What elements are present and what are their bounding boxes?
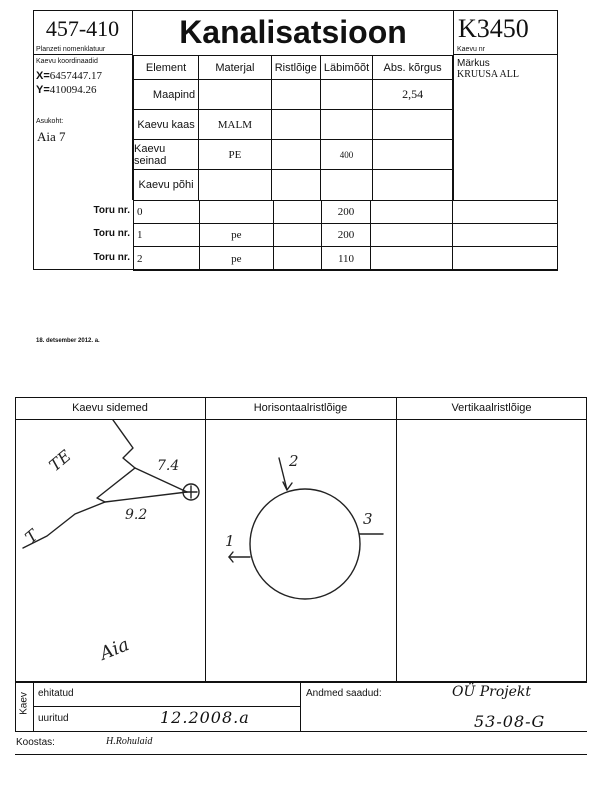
y-label: Y= — [36, 84, 50, 96]
pipe-1-number: 1 — [225, 532, 235, 550]
pipe-row — [134, 224, 558, 247]
element-cell: Kaevu kaas — [134, 110, 199, 140]
well-outline — [250, 489, 360, 599]
pipe-remark — [453, 201, 558, 224]
pipe-number: 2 — [134, 247, 200, 271]
col-elevation: Abs. kõrgus — [373, 56, 453, 80]
col-element: Element — [134, 56, 199, 80]
coords-label: Kaevu koordinaadid — [36, 58, 98, 65]
footer-end-line — [15, 754, 587, 755]
author-value: H.Rohulaid — [106, 736, 153, 747]
location-label: Asukoht: — [36, 118, 64, 125]
material-cell: PE — [199, 140, 272, 170]
data-from-label: Andmed saadud: — [306, 688, 382, 699]
pipe-elevation — [371, 224, 453, 247]
svg-text:TE: TE — [45, 446, 75, 476]
footer-left-edge — [15, 682, 16, 731]
section-cell — [271, 110, 320, 140]
table-row — [134, 170, 453, 201]
footer-top-line — [15, 682, 587, 683]
pipe-elevation — [371, 201, 453, 224]
section-cell — [271, 140, 320, 170]
pipe-label: Toru nr. — [93, 228, 130, 239]
element-cell: Kaevu põhi — [134, 170, 199, 201]
remarks-label: Märkus — [457, 58, 490, 69]
links-distance-2: 9.2 — [125, 507, 148, 523]
col-section: Ristlõige — [271, 56, 320, 80]
sketch-header-vertical: Vertikaalristlõige — [451, 402, 532, 414]
footer-mid-line — [33, 706, 300, 707]
pipe-diameter: 200 — [321, 224, 371, 247]
x-value: 6457447.17 — [49, 70, 103, 82]
remarks-value: KRUUSA ALL — [457, 69, 519, 80]
pipes-table — [133, 200, 558, 271]
material-cell: MALM — [199, 110, 272, 140]
links-distance-1: 7.4 — [157, 458, 180, 474]
pipe-number: 0 — [134, 201, 200, 224]
date-note: 18. detsember 2012. a. — [36, 338, 100, 344]
col-diameter: Läbimõõt — [320, 56, 372, 80]
diameter-cell — [320, 80, 372, 110]
svg-text:T: T — [21, 525, 42, 548]
pipe-section — [273, 201, 321, 224]
footer-side-divider — [33, 682, 34, 731]
elevation-cell: 2,54 — [373, 80, 453, 110]
pipe-material — [199, 201, 273, 224]
col-material: Materjal — [199, 56, 272, 80]
sketch-header-horizontal: Horisontaalristlõige — [253, 402, 348, 414]
horizontal-section-sketch — [205, 420, 396, 682]
x-label: X= — [36, 70, 50, 82]
pipe-elevation — [371, 247, 453, 271]
pipe-section — [273, 247, 321, 271]
well-number-box — [453, 10, 558, 55]
pipe-row — [134, 201, 558, 224]
element-cell: Kaevu seinad — [134, 140, 199, 170]
data-from-line2: 53-08-G — [474, 712, 546, 731]
elevation-cell — [373, 170, 453, 201]
pipe-material: pe — [199, 224, 273, 247]
section-cell — [271, 170, 320, 201]
table-row — [134, 140, 453, 170]
material-cell — [199, 80, 272, 110]
coords-box — [33, 55, 133, 200]
well-number-value: K3450 — [458, 14, 529, 43]
pipe-section — [273, 224, 321, 247]
footer-bottom-line — [15, 731, 587, 732]
pipe-remark — [453, 224, 558, 247]
page-title: Kanalisatsioon — [179, 14, 407, 50]
sketch-header-links: Kaevu sidemed — [72, 402, 148, 414]
remarks-box — [453, 55, 558, 200]
element-table — [133, 55, 453, 201]
elevation-cell — [373, 140, 453, 170]
measured-label: uuritud — [38, 713, 69, 724]
pipe-label: Toru nr. — [93, 205, 130, 216]
element-cell: Maapind — [134, 80, 199, 110]
pipe-3-number: 3 — [363, 510, 373, 528]
pipe-remark — [453, 247, 558, 271]
nomenclature-value: 457-410 — [45, 16, 120, 41]
author-label: Koostas: — [16, 737, 55, 748]
pipe-diameter: 110 — [321, 247, 371, 271]
nomenclature-box — [33, 10, 133, 55]
nomenclature-label: Planzeti nomenklatuur — [36, 46, 106, 53]
footer-mid-divider — [300, 682, 301, 731]
measured-value: 12.2008.a — [160, 708, 250, 727]
pipe-label: Toru nr. — [93, 252, 130, 263]
y-value: 410094.26 — [49, 84, 97, 96]
diameter-cell: 400 — [320, 140, 372, 170]
pipe-diameter: 200 — [321, 201, 371, 224]
footer-side-label: Kaev — [18, 692, 30, 715]
material-cell — [199, 170, 272, 201]
location-value: Aia 7 — [37, 129, 66, 144]
well-number-label: Kaevu nr — [457, 46, 486, 53]
elevation-cell — [373, 110, 453, 140]
links-street-label: Aia — [97, 634, 133, 665]
sketch-divider — [396, 397, 397, 682]
section-cell — [271, 80, 320, 110]
pipe-2-line — [279, 458, 287, 490]
table-row — [134, 110, 453, 140]
diameter-cell — [320, 170, 372, 201]
built-label: ehitatud — [38, 688, 74, 699]
diameter-cell — [320, 110, 372, 140]
pipe-2-number: 2 — [289, 452, 299, 470]
pipe-row — [134, 247, 558, 271]
table-row — [134, 80, 453, 110]
pipe-number: 1 — [134, 224, 200, 247]
links-sketch — [15, 420, 205, 682]
pipe-material: pe — [199, 247, 273, 271]
data-from-line1: OÜ Projekt — [452, 684, 532, 700]
